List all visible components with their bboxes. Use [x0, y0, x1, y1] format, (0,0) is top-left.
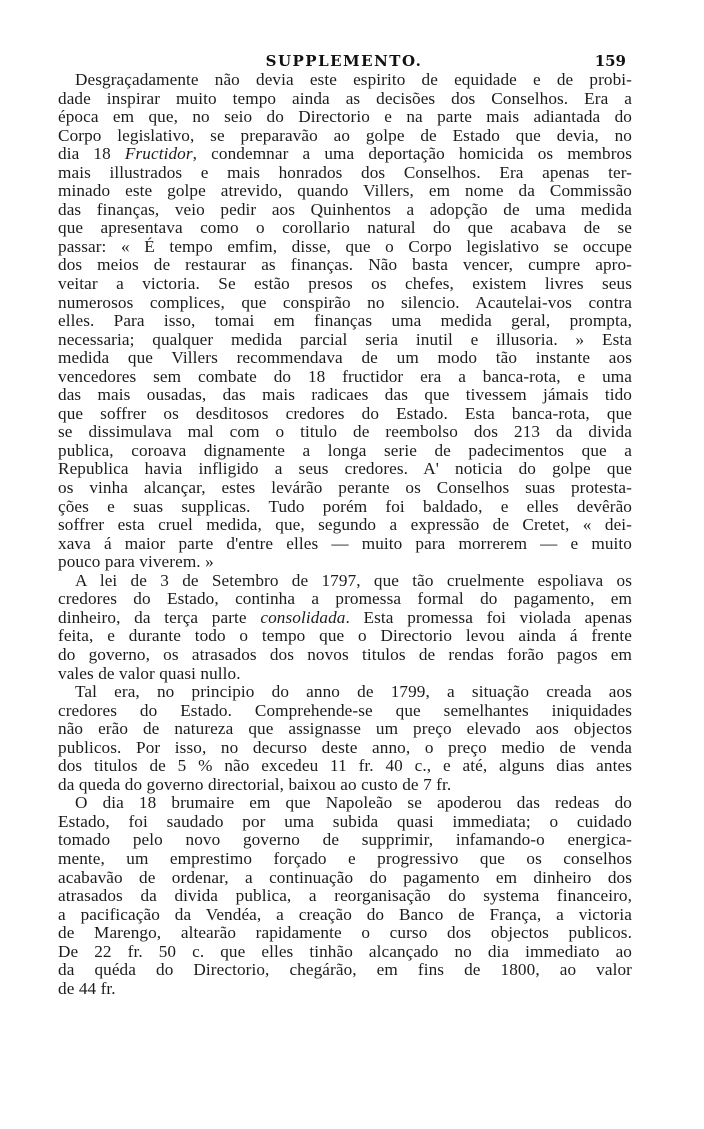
page-number: 159	[594, 52, 626, 70]
text-line: Republica havia infligido a seus credores. A' noticia do golpe que	[58, 459, 632, 479]
text-line: pouco para viverem. »	[58, 552, 214, 572]
text-line: da quéda do Directorio, chegárão, em fins de 1800, ao valor	[58, 960, 632, 980]
text-line: tomado pelo novo governo de supprimir, infamando-o energica-	[58, 830, 632, 850]
paragraph	[58, 683, 632, 794]
text-line: credores do Estado, continha a promessa formal do pagamento, em	[58, 589, 632, 609]
text-line: numerosos complices, que conspirão no silencio. Acautelai-vos contra	[58, 292, 632, 312]
text-line: a pacificação da Vendéa, a creação do Banco de França, a victoria	[58, 904, 632, 924]
paragraph	[58, 794, 632, 998]
text-line: A lei de 3 de Setembro de 1797, que tão cruelmente espoliava os	[75, 570, 632, 590]
text-line: passar: « É tempo emfim, disse, que o Corpo legislativo se occupe	[58, 236, 632, 256]
text-line: se dissimulava mal com o titulo de reembolso dos 213 da divida	[58, 422, 632, 442]
text-line: de Marengo, altearão rapidamente o curso dos objectos publicos.	[58, 923, 632, 943]
text-line: que soffrer os desditosos credores do Estado. Esta banca-rota, que	[58, 403, 632, 423]
text-line: De 22 fr. 50 c. que elles tinhão alcançado no dia immediato ao	[58, 941, 632, 961]
body-text	[58, 71, 632, 998]
text-line: dos titulos de 5 % não excedeu 11 fr. 40 c., e até, alguns dias antes	[58, 756, 632, 776]
text-line: vales de valor quasi nullo.	[58, 663, 241, 683]
text-line: Desgraçadamente não devia este espirito de equidade e de probi-	[75, 70, 632, 89]
text-line: minado este golpe atrevido, quando Villers, em nome da Commissão	[58, 181, 632, 201]
text-line: os vinha alcançar, estes levárão perante os Conselhos suas protesta-	[58, 478, 632, 498]
text-line: necessaria; qualquer medida parcial seria inutil e illusoria. » Esta	[58, 329, 632, 349]
text-line: dinheiro, da terça parte consolidada. Esta promessa foi violada apenas	[58, 607, 632, 627]
text-line: mente, um emprestimo forçado e progressivo que os conselhos	[58, 848, 632, 868]
running-title: SUPPLEMENTO.	[265, 52, 423, 70]
text-line: O dia 18 brumaire em que Napoleão se apoderou das redeas do	[75, 793, 632, 813]
text-line: feita, e durante todo o tempo que o Directorio levou ainda á frente	[58, 626, 632, 646]
text-line: acabavão de ordenar, a continuação do pagamento em dinheiro dos	[58, 867, 632, 887]
text-line: elles. Para isso, tomai em finanças uma medida geral, prompta,	[58, 311, 632, 331]
text-line: veitar a victoria. Se estão presos os chefes, existem livres seus	[58, 274, 632, 294]
text-line: do governo, os atrasados dos novos titulos de rendas forão pagos em	[58, 644, 632, 664]
text-line: ções e suas supplicas. Tudo porém foi baldado, e elles devêrão	[58, 496, 632, 516]
paragraph	[58, 572, 632, 683]
text-line: xava á maior parte d'entre elles — muito para morrerem — e muito	[58, 533, 632, 553]
text-line: não erão de natureza que assignasse um preço elevado aos objectos	[58, 719, 632, 739]
text-line: época em que, no seio do Directorio e na parte mais adiantada do	[58, 107, 632, 127]
text-line: dia 18 Fructidor, condemnar a uma deportação homicida os membros	[58, 144, 632, 164]
text-line: soffrer esta cruel medida, que, segundo a expressão de Cretet, « dei-	[58, 515, 632, 535]
text-line: publica, coroava dignamente a longa serie de padecimentos que a	[58, 440, 632, 460]
text-line: das mais ousadas, das mais radicaes das que tivessem jámais tido	[58, 385, 632, 405]
text-line: dos meios de restaurar as finanças. Não basta vencer, cumpre apro-	[58, 255, 632, 275]
text-line: das finanças, veio pedir aos Quinhentos a adopção de uma medida	[58, 199, 632, 219]
text-line: Corpo legislativo, se preparavão ao golpe de Estado que devia, no	[58, 125, 632, 145]
text-line: mais illustrados e mais honrados dos Conselhos. Era apenas ter-	[58, 162, 632, 182]
text-line: Estado, foi saudado por uma subida quasi immediata; o cuidado	[58, 811, 632, 831]
text-line: da queda do governo directorial, baixou ao custo de 7 fr.	[58, 774, 452, 794]
text-line: medida que Villers recommendava de um modo tão instante aos	[58, 348, 632, 368]
text-line: publicos. Por isso, no decurso deste anno, o preço medio de venda	[58, 737, 632, 757]
text-line: de 44 fr.	[58, 978, 116, 998]
text-line: que apresentava como o corollario natural do que acabava de se	[58, 218, 632, 238]
text-line: dade inspirar muito tempo ainda as decisões dos Conselhos. Era a	[58, 88, 632, 108]
text-line: credores do Estado. Comprehende-se que semelhantes iniquidades	[58, 700, 632, 720]
text-line: vencedores sem combate do 18 fructidor era a banca-rota, e uma	[58, 366, 632, 386]
paragraph	[58, 71, 632, 572]
text-line: atrasados da divida publica, a reorganisação do systema financeiro,	[58, 886, 632, 906]
text-line: Tal era, no principio do anno de 1799, a situação creada aos	[75, 682, 632, 702]
